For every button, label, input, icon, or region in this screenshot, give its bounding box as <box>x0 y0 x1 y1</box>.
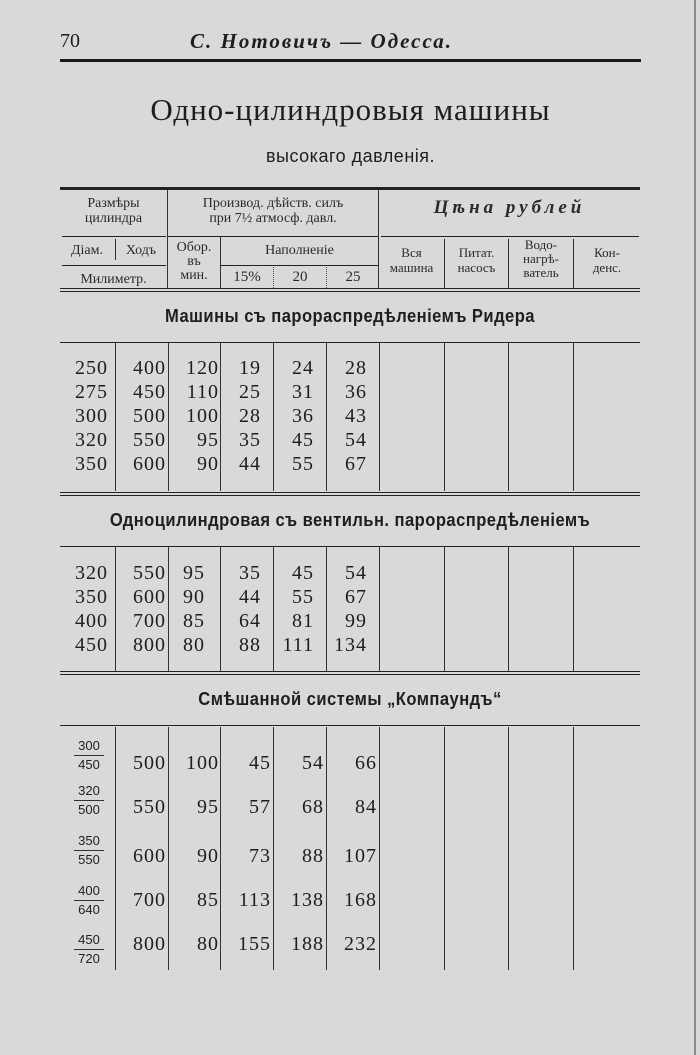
section-title-valve: Одноцилиндровая съ вентильн. парораспредѣленіемъ <box>109 510 591 530</box>
cell-diam-fraction <box>74 932 104 967</box>
header-text: насосъ <box>457 260 496 275</box>
fraction-bar <box>74 900 104 901</box>
section-bottom-rule <box>60 492 640 493</box>
header-text: машина <box>389 260 434 275</box>
header-rpm <box>168 241 220 283</box>
diam-hp: 400 <box>78 883 100 898</box>
cell-rpm: 90 <box>197 453 219 475</box>
cell-f20: 45 <box>292 562 314 584</box>
cell-f15: 28 <box>239 405 261 427</box>
cell-stroke: 400 <box>133 357 166 379</box>
header-text: Производ. дѣйств. силъ <box>202 196 344 211</box>
cell-diam-fraction <box>74 833 104 868</box>
cell-f25: 84 <box>355 796 377 818</box>
cell-f20: 68 <box>302 796 324 818</box>
cell-stroke: 600 <box>133 845 166 867</box>
cell-f20: 45 <box>292 429 314 451</box>
header-fill-25: 25 <box>345 269 361 285</box>
cell-rpm: 85 <box>183 610 205 632</box>
page-subheading: высокаго давленія. <box>265 146 436 166</box>
cell-diam-fraction <box>74 783 104 818</box>
header-text: Вся <box>401 245 422 260</box>
header-price-heater <box>509 238 573 280</box>
cell-diam: 450 <box>75 634 108 656</box>
section-rule <box>60 342 640 343</box>
section-bottom-rule <box>60 674 640 675</box>
cell-f20: 54 <box>302 752 324 774</box>
col-divider <box>444 727 445 970</box>
header-fill: Наполненіе <box>265 243 334 258</box>
cell-rpm: 85 <box>197 889 219 911</box>
cell-stroke: 550 <box>133 429 166 451</box>
page-heading: Одно-цилиндровыя машины <box>150 92 551 127</box>
cell-rpm: 110 <box>186 381 219 403</box>
cell-rpm: 100 <box>186 405 219 427</box>
cell-diam: 320 <box>75 562 108 584</box>
cell-diam-fraction <box>74 883 104 918</box>
page-edge <box>694 0 696 1055</box>
cell-f25: 28 <box>345 357 367 379</box>
cell-stroke: 800 <box>133 933 166 955</box>
header-text: мин. <box>180 268 208 283</box>
section-bottom-rule <box>60 671 640 672</box>
cell-stroke: 700 <box>133 889 166 911</box>
cell-f25: 67 <box>345 586 367 608</box>
cell-stroke: 550 <box>133 562 166 584</box>
cell-diam: 250 <box>75 357 108 379</box>
cell-stroke: 700 <box>133 610 166 632</box>
cell-rpm: 100 <box>186 752 219 774</box>
header-stroke: Ходъ <box>125 243 157 258</box>
header-cylinder-size <box>60 196 167 226</box>
header-text: денс. <box>592 260 622 275</box>
header-text: ватель <box>523 265 559 280</box>
cell-f15: 64 <box>239 610 261 632</box>
section-bottom-rule <box>60 495 640 496</box>
header-top-rule <box>60 187 640 190</box>
cell-f15: 45 <box>249 752 271 774</box>
cell-f20: 138 <box>291 889 324 911</box>
cell-rpm: 95 <box>197 796 219 818</box>
cell-f20: 111 <box>282 634 314 656</box>
cell-diam: 300 <box>75 405 108 427</box>
col-divider <box>508 547 509 671</box>
cell-rpm: 90 <box>197 845 219 867</box>
cell-f25: 54 <box>345 562 367 584</box>
cell-f20: 88 <box>302 845 324 867</box>
diam-lp: 500 <box>78 802 100 817</box>
header-rule <box>381 236 639 237</box>
cell-diam: 400 <box>75 610 108 632</box>
cell-stroke: 500 <box>133 405 166 427</box>
cell-f15: 155 <box>238 933 271 955</box>
cell-f15: 44 <box>239 586 261 608</box>
cell-diam-fraction <box>74 738 104 773</box>
cell-f15: 19 <box>239 357 261 379</box>
header-bottom-rule <box>60 291 640 292</box>
diam-hp: 450 <box>78 932 100 947</box>
header-fill-20: 20 <box>292 269 308 285</box>
cell-diam: 350 <box>75 453 108 475</box>
header-text: Водо- <box>524 237 558 252</box>
cell-stroke: 550 <box>133 796 166 818</box>
diam-lp: 550 <box>78 852 100 867</box>
page-number: 70 <box>60 30 80 52</box>
diam-lp: 720 <box>78 951 100 966</box>
cell-stroke: 800 <box>133 634 166 656</box>
header-unit: Милиметр. <box>80 272 147 287</box>
diam-lp: 640 <box>78 902 100 917</box>
cell-rpm: 120 <box>186 357 219 379</box>
cell-diam: 320 <box>75 429 108 451</box>
header-text: Кон- <box>594 245 620 260</box>
cell-f25: 134 <box>334 634 367 656</box>
header-horsepower <box>168 196 378 226</box>
head-rule <box>60 59 641 62</box>
header-price: Цѣна рублей <box>433 197 586 218</box>
col-divider <box>508 343 509 491</box>
col-divider <box>573 547 574 671</box>
header-rule <box>62 265 166 266</box>
cell-f25: 43 <box>345 405 367 427</box>
cell-f25: 168 <box>344 889 377 911</box>
header-fill-15: 15% <box>233 269 261 285</box>
header-rule <box>221 265 378 266</box>
cell-f20: 36 <box>292 405 314 427</box>
header-text: нагрѣ- <box>523 251 559 266</box>
cell-f15: 73 <box>249 845 271 867</box>
cell-f15: 35 <box>239 562 261 584</box>
cell-stroke: 500 <box>133 752 166 774</box>
header-text: Обор. <box>176 240 212 255</box>
cell-f25: 232 <box>344 933 377 955</box>
col-divider <box>573 343 574 491</box>
col-divider <box>444 547 445 671</box>
cell-diam: 350 <box>75 586 108 608</box>
cell-f15: 57 <box>249 796 271 818</box>
cell-diam: 275 <box>75 381 108 403</box>
header-diam: Діам. <box>70 243 103 258</box>
diam-hp: 300 <box>78 738 100 753</box>
col-divider <box>444 343 445 491</box>
cell-stroke: 600 <box>133 453 166 475</box>
cell-f15: 25 <box>239 381 261 403</box>
section-rule <box>60 725 640 726</box>
cell-f25: 107 <box>344 845 377 867</box>
cell-rpm: 80 <box>197 933 219 955</box>
header-text: цилиндра <box>84 211 143 226</box>
col-divider <box>379 727 380 970</box>
header-text: Питат. <box>458 245 495 260</box>
cell-f20: 31 <box>292 381 314 403</box>
cell-f15: 88 <box>239 634 261 656</box>
cell-f25: 66 <box>355 752 377 774</box>
diam-hp: 350 <box>78 833 100 848</box>
fraction-bar <box>74 755 104 756</box>
section-title-rider: Машины съ парораспредѣленіемъ Ридера <box>165 306 535 326</box>
cell-f20: 24 <box>292 357 314 379</box>
cell-f20: 55 <box>292 586 314 608</box>
fraction-bar <box>74 850 104 851</box>
cell-f25: 99 <box>345 610 367 632</box>
col-divider <box>508 727 509 970</box>
header-price-condenser <box>574 245 640 275</box>
header-text: при 7½ атмосф. давл. <box>209 211 337 226</box>
cell-rpm: 90 <box>183 586 205 608</box>
header-text: Размѣры <box>87 196 140 211</box>
diam-lp: 450 <box>78 757 100 772</box>
cell-f25: 67 <box>345 453 367 475</box>
header-rule <box>62 236 166 237</box>
section-rule <box>60 546 640 547</box>
header-bottom-rule <box>60 288 640 289</box>
section-title-compound: Смѣшанной системы „Компаундъ“ <box>198 689 502 709</box>
cell-stroke: 450 <box>133 381 166 403</box>
cell-f15: 44 <box>239 453 261 475</box>
col-divider <box>379 343 380 491</box>
cell-f20: 81 <box>292 610 314 632</box>
cell-f20: 55 <box>292 453 314 475</box>
cell-f25: 54 <box>345 429 367 451</box>
cell-f15: 113 <box>238 889 271 911</box>
header-price-pump <box>445 245 508 275</box>
cell-rpm: 95 <box>183 562 205 584</box>
fraction-bar <box>74 949 104 950</box>
fraction-bar <box>74 800 104 801</box>
cell-f25: 36 <box>345 381 367 403</box>
running-title: С. Нотовичъ — Одесса. <box>190 29 454 53</box>
col-divider <box>573 727 574 970</box>
cell-rpm: 80 <box>183 634 205 656</box>
diam-hp: 320 <box>78 783 100 798</box>
header-price-whole <box>379 245 444 275</box>
col-divider <box>379 547 380 671</box>
cell-f15: 35 <box>239 429 261 451</box>
cell-rpm: 95 <box>197 429 219 451</box>
header-rule <box>168 236 378 237</box>
cell-stroke: 600 <box>133 586 166 608</box>
cell-f20: 188 <box>291 933 324 955</box>
header-text: въ <box>187 254 201 269</box>
